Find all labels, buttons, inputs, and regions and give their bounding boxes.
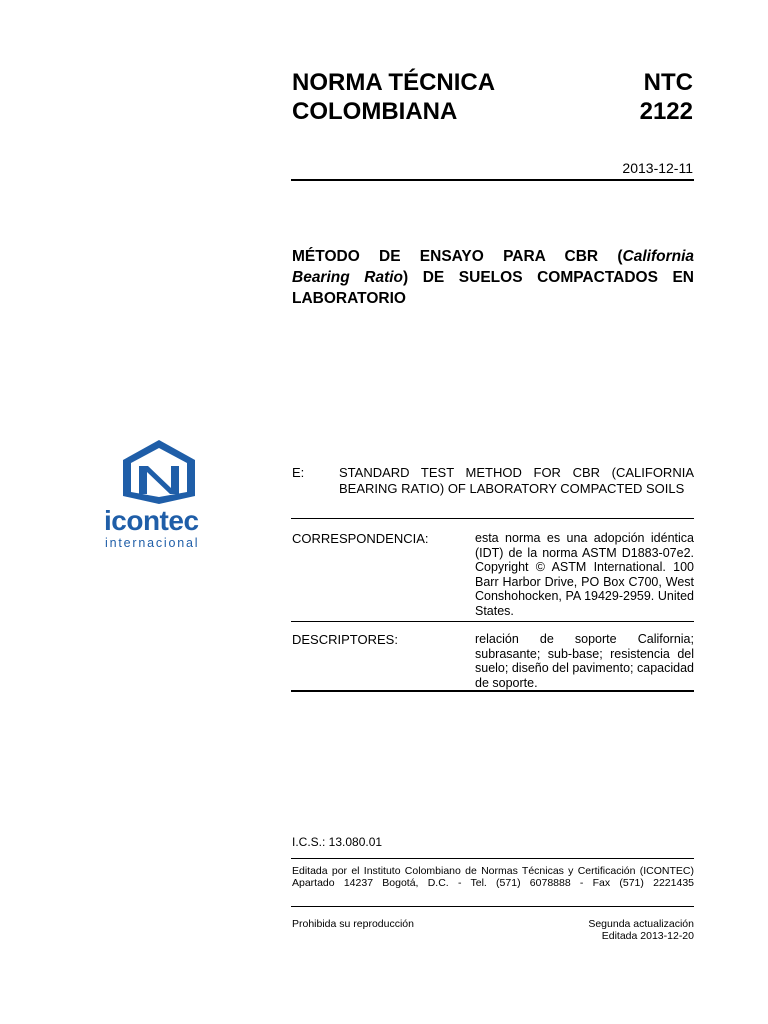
document-title-line3: LABORATORIO bbox=[292, 290, 406, 307]
title-italic-california: California bbox=[622, 248, 694, 265]
standard-title-line2: COLOMBIANA bbox=[292, 98, 458, 125]
logo-wordmark: icontec bbox=[104, 505, 199, 536]
title-text-b: ) DE SUELOS COMPACTADOS EN bbox=[403, 269, 694, 286]
edition-update: Segunda actualización bbox=[588, 918, 694, 930]
standard-date: 2013-12-11 bbox=[622, 160, 693, 176]
english-title: STANDARD TEST METHOD FOR CBR (CALIFORNIA BEARING RATIO) OF LABORATORY COMPACTED SOILS bbox=[339, 465, 694, 496]
standard-code bbox=[533, 68, 693, 126]
publisher-line2: Apartado 14237 Bogotá, D.C. - Tel. (571) 6078888 - Fax (571) 2221435 bbox=[292, 877, 694, 889]
correspondencia-divider bbox=[291, 621, 694, 622]
descriptores-label: DESCRIPTORES: bbox=[292, 632, 398, 647]
english-label: E: bbox=[292, 465, 305, 480]
edition-date: Editada 2013-12-20 bbox=[601, 930, 694, 942]
logo-subtitle: internacional bbox=[105, 536, 200, 550]
document-title-line1 bbox=[292, 246, 694, 267]
header-divider bbox=[291, 179, 694, 181]
standard-code-number: 2122 bbox=[639, 98, 693, 125]
descriptores-text: relación de soporte California; subrasante; sub-base; resistencia del suelo; diseño del pavimento; capacidad de soporte. bbox=[475, 632, 694, 690]
correspondencia-label: CORRESPONDENCIA: bbox=[292, 531, 429, 546]
publisher-line1: Editada por el Instituto Colombiano de Normas Técnicas y Certificación (ICONTEC) bbox=[292, 865, 694, 877]
reproduction-notice: Prohibida su reproducción bbox=[292, 918, 414, 930]
standard-title bbox=[292, 68, 572, 126]
ics-divider bbox=[291, 858, 694, 859]
standard-code-prefix: NTC bbox=[643, 69, 693, 96]
document-title-line2 bbox=[292, 267, 694, 288]
correspondencia-text: esta norma es una adopción idéntica (IDT) de la norma ASTM D1883-07e2. Copyright © ASTM International. 100 Barr Harbor Drive, PO Box C700, West Conshohocken, PA 19429-2959. United States. bbox=[475, 531, 694, 618]
publisher-info bbox=[292, 865, 694, 889]
icontec-n-logo-icon bbox=[121, 440, 197, 504]
descriptores-divider bbox=[291, 690, 694, 692]
title-italic-bearing-ratio: Bearing Ratio bbox=[292, 269, 404, 286]
ics-code: I.C.S.: 13.080.01 bbox=[292, 835, 383, 849]
title-text-a: MÉTODO DE ENSAYO PARA CBR ( bbox=[292, 248, 623, 265]
english-divider bbox=[291, 518, 694, 519]
publisher-divider bbox=[291, 906, 694, 907]
document-title bbox=[292, 246, 694, 309]
standard-title-line1: NORMA TÉCNICA bbox=[292, 69, 496, 96]
edition-info bbox=[588, 918, 694, 942]
